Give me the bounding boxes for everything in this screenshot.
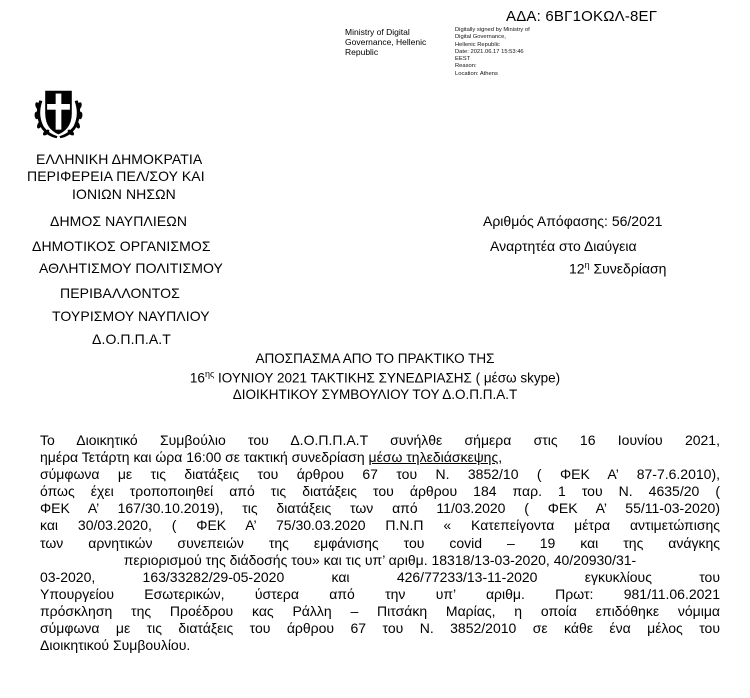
signature-detail-line: Hellenic Republic [455, 41, 500, 48]
decision-posting: Αναρτητέα στο Διαύγεια [490, 238, 637, 254]
body-line: περιορισμού της διάδοσής του» και τις υπ’ αριθμ. 18318/13-03-2020, 40/20930/31- [123, 551, 637, 568]
header-municipality: ΔΗΜΟΣ ΝΑΥΠΛΙΕΩΝ [50, 213, 188, 229]
title-session-text: ΙΟΥΝΙΟΥ 2021 ΤΑΚΤΙΚΗΣ ΣΥΝΕΔΡΙΑΣΗΣ ( μέσω skype) [218, 370, 561, 386]
greek-emblem-icon [30, 85, 87, 142]
body-line: όπως έχει τροποποιηθεί από τις διατάξεις του άρθρου 184 παρ. 1 του Ν. 4635/20 ( [40, 483, 720, 500]
body-line: και 30/03.2020, ( ΦΕΚ Α’ 75/30.03.2020 Π.Ν.Π « Κατεπείγοντα μέτρα αντιμετώπισης [40, 517, 720, 534]
header-environment: ΠΕΡΙΒΑΛΛΟΝΤΟΣ [60, 285, 180, 301]
body-line: Διοικητικού Συμβουλίου. [40, 637, 191, 654]
body-line: πρόσκληση της Προέδρου κας Ράλλη – Πιτσάκη Μαρίας, η οποία επιδόθηκε νόμιμα [40, 602, 720, 619]
body-line: Το Διοικητικό Συμβούλιο του Δ.Ο.Π.Π.Α.Τ συνήλθε σήμερα στις 16 Ιουνίου 2021, [40, 432, 720, 448]
title-day: 16 [189, 370, 205, 386]
header-republic: ΕΛΛΗΝΙΚΗ ΔΗΜΟΚΡΑΤΙΑ [36, 151, 203, 167]
header-acronym: Δ.Ο.Π.Π.Α.Τ [92, 331, 171, 347]
signature-detail-line: EEST [455, 56, 471, 63]
body-paragraph [40, 432, 720, 654]
header-org: ΔΗΜΟΤΙΚΟΣ ΟΡΓΑΝΙΣΜΟΣ [32, 238, 211, 254]
body-line-text: ημέρα Τετάρτη και ώρα 16:00 σε τακτική συνεδρίαση [40, 449, 369, 466]
session-number: 12 [569, 260, 585, 277]
title-line-3: ΔΙΟΙΚΗΤΙΚΟΥ ΣΥΜΒΟΥΛΙΟΥ ΤΟΥ Δ.Ο.Π.Π.Α.Τ [232, 387, 518, 402]
signature-signer-name: Ministry of Digital Governance, Hellenic Republic [345, 27, 427, 57]
header-sports: ΑΘΛΗΤΙΣΜΟΥ ΠΟΛΙΤΙΣΜΟΥ [39, 260, 223, 276]
decision-number: Αριθμός Απόφασης: 56/2021 [483, 213, 663, 229]
body-line: ΦΕΚ Α’ 167/30.10.2019), τις διατάξεις των από 11/03.2020 ( ΦΕΚ Α’ 55/11-03-2020) [40, 500, 720, 517]
body-line: Υπουργείου Εσωτερικών, ύστερα από την υπ’ αριθμ. Πρωτ: 981/11.06.2021 [40, 585, 720, 602]
session-word: Συνεδρίαση [593, 260, 667, 277]
body-line: σύμφωνα με τις διατάξεις του άρθρου 67 του Ν. 3852/10 ( ΦΕΚ Α’ 87-7.6.2010), [40, 466, 720, 483]
header-tourism: ΤΟΥΡΙΣΜΟΥ ΝΑΥΠΛΙΟΥ [52, 308, 210, 324]
signature-detail-line: Digitally signed by Ministry of Digital Governance, [455, 27, 530, 41]
body-line [40, 449, 720, 466]
title-day-suffix: ης [204, 369, 215, 379]
header-islands: ΙΟΝΙΩΝ ΝΗΣΩΝ [72, 186, 176, 202]
signature-detail-line: Reason: [455, 63, 477, 70]
session-superscript: η [584, 260, 590, 270]
body-line: 03-2020, 163/33282/29-05-2020 και 426/77233/13-11-2020 εγκυκλίους του [40, 568, 720, 585]
title-line-2 [0, 369, 750, 386]
title-line-1: ΑΠΟΣΠΑΣΜΑ ΑΠΟ ΤΟ ΠΡΑΚΤΙΚΟ ΤΗΣ [255, 351, 495, 366]
body-line: των αρνητικών συνεπειών της εμφάνισης του covid – 19 και της ανάγκης [40, 534, 720, 551]
decision-session [569, 260, 666, 277]
signature-details [455, 27, 547, 78]
teleconference-underlined: μέσω τηλεδιάσκεψης, [368, 449, 503, 466]
header-region: ΠΕΡΙΦΕΡΕΙΑ ΠΕΛ/ΣΟΥ ΚΑΙ [27, 168, 205, 184]
signature-detail-line: Date: 2021.06.17 15:53:46 [455, 48, 524, 55]
body-line: σύμφωνα με τις διατάξεις του άρθρου 67 του Ν. 3852/2010 σε κάθε ένα μέλος του [40, 620, 720, 637]
ada-code: ΑΔΑ: 6ΒΓ1ΟΚΩΛ-8ΕΓ [506, 8, 658, 25]
signature-detail-line: Location: Athens [455, 70, 498, 77]
